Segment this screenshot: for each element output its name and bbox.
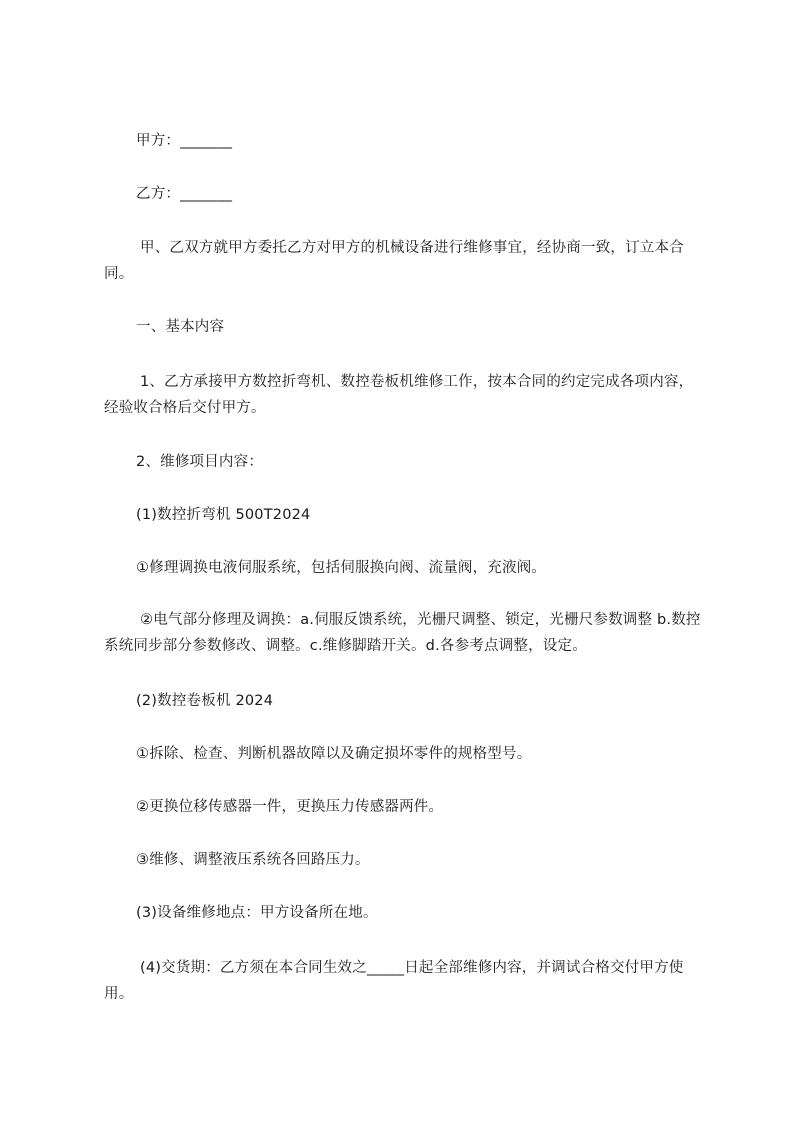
sub-1-item-a: ①修理调换电液伺服系统，包括伺服换向阀、流量阀，充液阀。 xyxy=(136,560,547,576)
sub-3-paragraph: (3)设备维修地点：甲方设备所在地。 xyxy=(136,905,378,921)
party-a-line: 甲方：_______ xyxy=(136,133,233,149)
preamble-paragraph: 甲、乙双方就甲方委托乙方对甲方的机械设备进行维修事宜，经协商一致，订立本合同。 xyxy=(104,240,684,282)
sub-4-paragraph: (4)交货期：乙方须在本合同生效之_____日起全部维修内容，并调试合格交付甲方使用。 xyxy=(104,960,684,1002)
sub-2-heading: (2)数控卷板机 2024 xyxy=(136,693,274,709)
sub-1-item-b: ②电气部分修理及调换：a.伺服反馈系统，光栅尺调整、锁定，光栅尺参数调整 b.数控系统同步部分参数修改、调整。c.维修脚踏开关。d.各参考点调整，设定。 xyxy=(104,612,701,654)
sub-2-item-a: ①拆除、检查、判断机器故障以及确定损坏零件的规格型号。 xyxy=(136,746,532,762)
item-1-paragraph: 1、乙方承接甲方数控折弯机、数控卷板机维修工作，按本合同的约定完成各项内容，经验收合格后交付甲方。 xyxy=(104,374,694,416)
sub-1-heading: (1)数控折弯机 500T2024 xyxy=(136,507,311,523)
item-2-paragraph: 2、维修项目内容： xyxy=(136,454,264,470)
sub-2-item-b: ②更换位移传感器一件，更换压力传感器两件。 xyxy=(136,799,444,815)
sub-2-item-c: ③维修、调整液压系统各回路压力。 xyxy=(136,852,370,868)
party-b-line: 乙方：_______ xyxy=(136,186,233,202)
section-1-heading: 一、基本内容 xyxy=(136,319,225,335)
